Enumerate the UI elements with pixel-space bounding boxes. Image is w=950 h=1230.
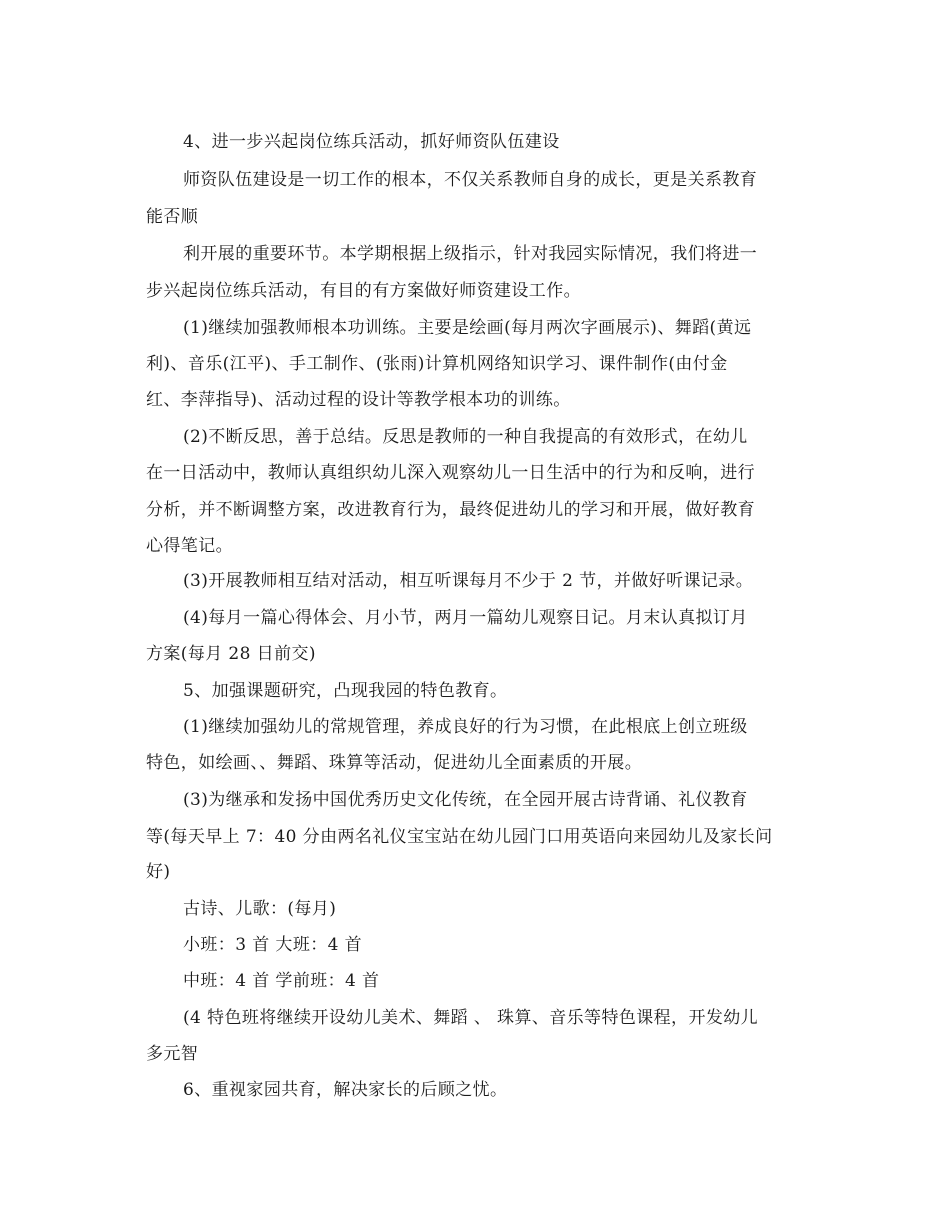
section-5-item-1-line: 特色，如绘画、、舞蹈、珠算等活动，促进幼儿全面素质的开展。: [146, 753, 643, 773]
section-4-heading: 4、进一步兴起岗位练兵活动，抓好师资队伍建设: [183, 132, 560, 152]
section-5-item-3-line: 好): [146, 862, 171, 882]
section-6-heading: 6、重视家园共育，解决家长的后顾之忧。: [183, 1080, 508, 1100]
item-1-line: 红、李萍指导)、活动过程的设计等教学根本功的训练。: [146, 390, 571, 410]
paragraph-line: 师资队伍建设是一切工作的根本，不仅关系教师自身的成长，更是关系教育: [183, 170, 758, 190]
item-1-line: 利)、音乐(江平)、手工制作、(张雨)计算机网络知识学习、课件制作(由付金: [146, 354, 728, 374]
item-2-line: (2)不断反思，善于总结。反思是教师的一种自我提高的有效形式，在幼儿: [183, 427, 748, 447]
section-5-item-4-line: (4 特色班将继续开设幼儿美术、舞蹈 、 珠算、音乐等特色课程，开发幼儿: [183, 1008, 759, 1028]
paragraph-line: 利开展的重要环节。本学期根据上级指示，针对我园实际情况，我们将进一: [183, 244, 758, 264]
item-1-line: (1)继续加强教师根本功训练。主要是绘画(每月两次字画展示)、舞蹈(黄远: [183, 318, 752, 338]
item-4-line: (4)每月一篇心得体会、月小节，两月一篇幼儿观察日记。月末认真拟订月: [183, 608, 748, 628]
item-2-line: 心得笔记。: [146, 536, 233, 556]
section-5-item-3-line: 等(每天早上 7：40 分由两名礼仪宝宝站在幼儿园门口用英语向来园幼儿及家长问: [146, 827, 773, 847]
poem-heading: 古诗、儿歌：(每月): [183, 899, 337, 919]
item-3-line: (3)开展教师相互结对活动，相互听课每月不少于 2 节，并做好听课记录。: [183, 571, 754, 591]
section-5-heading: 5、加强课题研究，凸现我园的特色教育。: [183, 681, 508, 701]
paragraph-line: 步兴起岗位练兵活动，有目的有方案做好师资建设工作。: [146, 281, 581, 301]
paragraph-line: 能否顺: [146, 207, 199, 227]
item-2-line: 分析，并不断调整方案，改进教育行为，最终促进幼儿的学习和开展，做好教育: [146, 500, 755, 520]
item-4-line: 方案(每月 28 日前交): [146, 644, 316, 664]
section-5-item-3-line: (3)为继承和发扬中国优秀历史文化传统，在全园开展古诗背诵、礼仪教育: [183, 790, 748, 810]
item-2-line: 在一日活动中，教师认真组织幼儿深入观察幼儿一日生活中的行为和反响，进行: [146, 463, 755, 483]
poem-counts-line: 中班：4 首 学前班：4 首: [183, 971, 380, 991]
section-5-item-1-line: (1)继续加强幼儿的常规管理，养成良好的行为习惯，在此根底上创立班级: [183, 717, 748, 737]
section-5-item-4-line: 多元智: [146, 1044, 199, 1064]
poem-counts-line: 小班：3 首 大班：4 首: [183, 935, 363, 955]
